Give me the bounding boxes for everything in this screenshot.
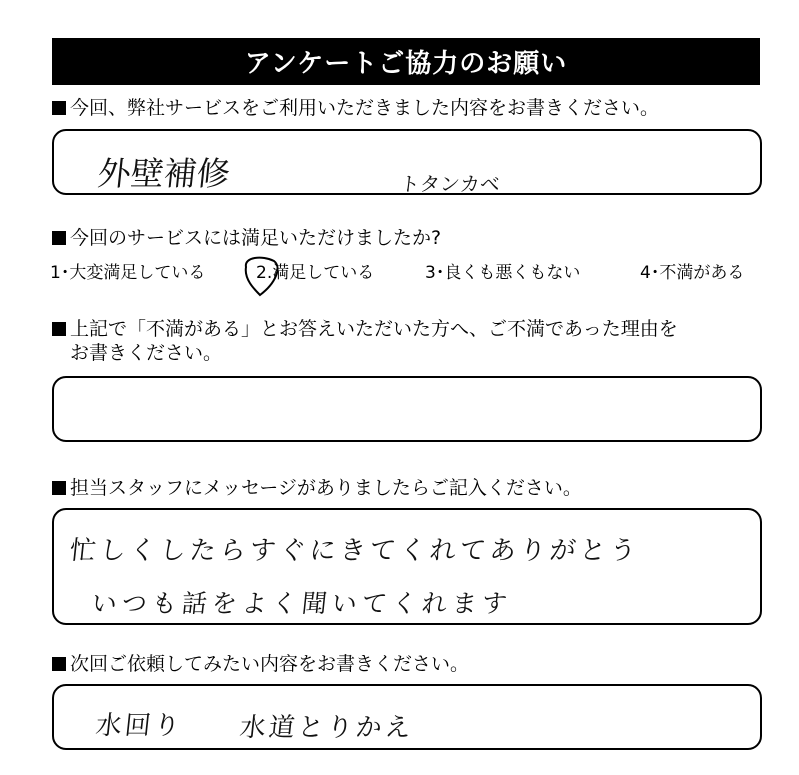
question-5 (52, 652, 469, 676)
answer-box-3[interactable] (52, 376, 762, 442)
option-1[interactable]: 1･大変満足している (50, 263, 206, 283)
answer-5-part1: 水回り (94, 711, 185, 741)
question-4-text: 担当スタッフにメッセージがありましたらご記入ください。 (70, 477, 582, 499)
question-5-text: 次回ご依頼してみたい内容をお書きください。 (70, 653, 470, 675)
answer-4-line1: 忙しくしたらすぐにきてくれてありがとう (68, 536, 642, 566)
answer-5-part2: 水道とりかえ (238, 713, 416, 743)
answer-1-main: 外壁補修 (95, 154, 232, 193)
question-2-text: 今回のサービスには満足いただけましたか? (70, 227, 442, 249)
square-bullet-icon (52, 657, 66, 671)
question-4 (52, 476, 582, 500)
question-1-text: 今回、弊社サービスをご利用いただきました内容をお書きください。 (70, 97, 660, 119)
question-1 (52, 96, 659, 120)
square-bullet-icon (52, 101, 66, 115)
selected-circle-mark-icon (240, 253, 282, 299)
question-3-text-line2: お書きください。 (70, 342, 223, 364)
question-2 (52, 226, 441, 250)
square-bullet-icon (52, 231, 66, 245)
option-2[interactable]: 2.満足している (256, 263, 375, 283)
satisfaction-options (50, 261, 762, 285)
option-4[interactable]: 4･不満がある (640, 263, 745, 283)
option-3[interactable]: 3･良くも悪くもない (425, 263, 581, 283)
question-3 (52, 317, 678, 365)
answer-4-line2: いつも話をよく聞いてくれます (90, 589, 514, 618)
page-title: アンケートご協力のお願い (52, 38, 760, 85)
answer-1-sub: トタンカベ (398, 172, 502, 196)
square-bullet-icon (52, 322, 66, 336)
question-3-text-line1: 上記で「不満がある」とお答えいただいた方へ、ご不満であった理由を (70, 318, 678, 340)
square-bullet-icon (52, 481, 66, 495)
